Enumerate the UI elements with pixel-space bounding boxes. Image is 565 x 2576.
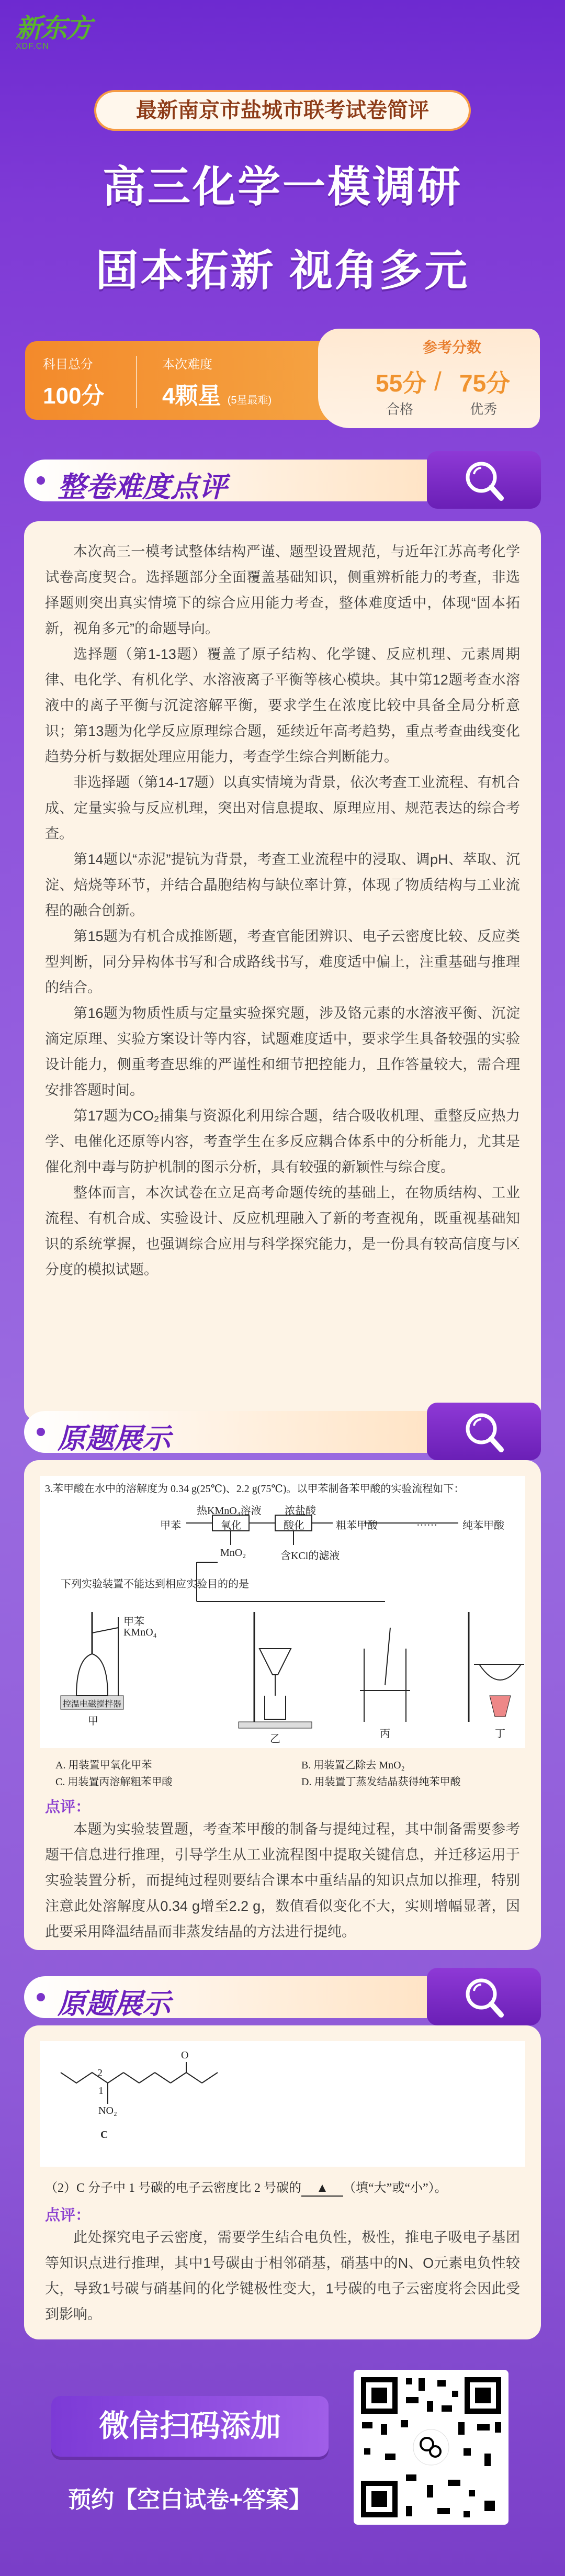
ref-title: 参考分数: [423, 339, 482, 355]
note-label: 点评：: [45, 2207, 91, 2224]
structure-label: 1: [98, 2085, 104, 2097]
section-difficulty-header: [24, 451, 541, 509]
review-paragraph: 整体而言，本次试卷在立足高考命题传统的基础上，在物质结构、工业流程、有机合成、实验设计、反应机理融入了新的考查视角，既重视基础知识的系统掌握，也强调综合应用与科学探究能力，是一份具有较高信度与区分度的模拟试题。: [45, 1185, 520, 1278]
section-difficulty-title: 整卷难度点评: [58, 472, 227, 503]
flow-step: ……: [416, 1517, 437, 1528]
review-paragraph: 第16题为物质性质与定量实验探究题，涉及铬元素的水溶液平衡、沉淀滴定原理、实验方案设计等内容，试题难度适中，要求学生具备较强的实验设计能力，侧重考查思维的严谨性和细节把控能力，且作答量较大，需合理安排答题时间。: [45, 1005, 520, 1098]
question-prefix: （2）C 分子中 1 号碳的电子云密度比 2 号碳的: [45, 2181, 302, 2195]
sub-question: 下列实验装置不能达到相应实验目的的是: [61, 1578, 249, 1590]
question2-note: [45, 2203, 520, 2327]
apparatus-label: 丙: [380, 1728, 390, 1740]
review-paragraph: 选择题（第1-13题）覆盖了原子结构、化学键、反应机理、元素周期律、电化学、有机化学、水溶液离子平衡等核心模块。其中第12题考查水溶液中的离子平衡与沉淀溶解平衡，要求学生在浓度比较中具备全局分析意识；第13题为化学反应原理综合题，延续近年高考趋势，重点考查曲线变化趋势分析与数据处理应用能力，考查学生综合判断能力。: [45, 646, 520, 765]
stats-divider: [136, 356, 137, 408]
score-divider: /: [434, 367, 442, 396]
note-label: 点评：: [45, 1799, 91, 1816]
difficulty-value: [162, 377, 272, 410]
note-text: 此处探究电子云密度，需要学生结合电负性，极性，推电子吸电子基团等知识点进行推理，其中1号碳由于相邻硝基，硝基中的N、O元素电负性较大，导致1号碳与硝基间的化学键极性变大，1号碳的电子云密度将会因此受到影响。: [45, 2230, 520, 2322]
difficulty-review-card: [24, 521, 541, 1421]
difficulty-note: (5星最难): [227, 395, 272, 406]
section-question2-title: 原题展示: [58, 1988, 171, 2020]
question1-image: [40, 1476, 525, 1748]
brand-name: 新东方: [16, 14, 91, 43]
brand-logo: [16, 7, 91, 51]
score-stats: [25, 329, 540, 428]
excellent-score: 75分: [459, 369, 511, 397]
option-b: B. 用装置乙除去 MnO₂: [301, 1760, 405, 1771]
question2-card: [24, 2025, 541, 2339]
exam-pill: 最新南京市盐城市联考试卷简评: [94, 90, 471, 131]
note-text: 本题为实验装置题，考查苯甲酸的制备与提纯过程，其中制备需要参考题干信息进行推理，引导学生从工业流程图中提取关键信息，并迁移运用于实验装置分析，而提纯过程则要结合课本中重结晶的知识点加以推理，特别注意此处溶解度从0.34 g增至2.2 g，数值看似变化不大，实则增幅显著，因此要采用降温结晶而非蒸发结晶的方法进行提纯。: [45, 1821, 520, 1940]
section-badge: [427, 1403, 541, 1460]
search-icon: [427, 1968, 541, 2025]
compound-label: C: [100, 2129, 108, 2141]
apparatus-label: KMnO₄: [123, 1627, 157, 1638]
brand-sub: XDF.CN: [16, 42, 49, 51]
section-question1-title: 原题展示: [58, 1423, 171, 1454]
qr-code[interactable]: [354, 2370, 508, 2525]
section-question1-header: [24, 1403, 541, 1460]
flow-step: 氧化: [221, 1520, 242, 1531]
option-c: C. 用装置丙溶解粗苯甲酸: [55, 1776, 173, 1788]
total-label: 科目总分: [43, 357, 93, 372]
flow-note: 浓盐酸: [285, 1505, 316, 1517]
reserve-text: 预约【空白试卷+答案】: [68, 2487, 312, 2513]
page-title: 高三化学一模调研: [102, 163, 462, 211]
flow-note: 热KMnO₄溶液: [197, 1505, 262, 1517]
bullet-dot: [37, 1993, 45, 2001]
review-paragraph: 本次高三一模考试整体结构严谨、题型设置规范，与近年江苏高考化学试卷高度契合。选择题部分全面覆盖基础知识，侧重辨析能力的考查，非选择题则突出真实情境下的综合应用能力考查，整体难度适中，体现“固本拓新，视角多元”的命题导向。: [45, 544, 520, 636]
question-tail: （填“大”或“小”）。: [343, 2181, 447, 2195]
apparatus-label: 甲苯: [123, 1616, 144, 1628]
apparatus-label: 甲: [88, 1716, 98, 1727]
flow-step: 纯苯甲酸: [462, 1520, 504, 1531]
search-icon: [427, 451, 541, 509]
answer-blank: ▲: [301, 2181, 343, 2197]
question1-card: [24, 1460, 541, 1950]
pass-label: 合格: [386, 401, 414, 417]
apparatus-label: 丁: [495, 1728, 505, 1740]
flow-note: 含KCl的滤液: [280, 1550, 340, 1562]
question1-note: [45, 1795, 520, 1945]
question-stem: 3.苯甲酸在水中的溶解度为 0.34 g(25℃)、2.2 g(75℃)。以甲苯制备苯甲酸的实验流程如下：: [45, 1483, 465, 1495]
difficulty-stars: 4颗星: [162, 383, 221, 409]
option-d: D. 用装置丁蒸发结晶获得纯苯甲酸: [301, 1776, 461, 1788]
review-paragraph: 第17题为CO₂捕集与资源化利用综合题，结合吸收机理、重整反应热力学、电催化还原等内容，考查学生在多反应耦合体系中的分析能力，尤其是催化剂中毒与防护机制的图示分析，具有较强的新颖性与综合度。: [45, 1108, 520, 1175]
bullet-dot: [37, 1428, 45, 1436]
review-paragraph: 第15题为有机合成推断题，考查官能团辨识、电子云密度比较、反应类型判断，同分异构体书写和合成路线书写，难度适中偏上，注重基础与推理的结合。: [45, 928, 520, 995]
flow-step: 粗苯甲酸: [336, 1520, 378, 1531]
total-value: 100分: [43, 383, 105, 409]
wechat-add-button[interactable]: 微信扫码添加: [51, 2396, 329, 2457]
apparatus-label: 控温电磁搅拌器: [63, 1700, 122, 1709]
structure-label: NO₂: [98, 2105, 117, 2116]
qr-code-icon: [354, 2370, 508, 2525]
page-subtitle: 固本拓新 视角多元: [95, 247, 470, 295]
pass-score: 55分: [376, 369, 427, 397]
structure-label: 2: [97, 2067, 103, 2079]
section-badge: [427, 1968, 541, 2025]
section-question2-header: [24, 1968, 541, 2025]
difficulty-label: 本次难度: [162, 357, 212, 372]
apparatus-label: 乙: [270, 1733, 280, 1745]
flow-step: 甲苯: [160, 1520, 181, 1531]
flow-step: 酸化: [284, 1520, 304, 1531]
excellent-label: 优秀: [470, 401, 498, 417]
review-paragraph: 非选择题（第14-17题）以真实情境为背景，依次考查工业流程、有机合成、定量实验与反应机理，突出对信息提取、原理应用、规范表达的综合考查。: [45, 775, 520, 842]
structure-diagram: [40, 2041, 525, 2167]
option-a: A. 用装置甲氧化甲苯: [55, 1760, 152, 1771]
section-badge: [427, 451, 541, 509]
flow-note: MnO₂: [220, 1547, 246, 1559]
stats-left-panel: [25, 341, 339, 420]
review-paragraph: 第14题以“赤泥”提钪为背景，考查工业流程中的浸取、调pH、萃取、沉淀、焙烧等环节，并结合晶胞结构与缺位率计算，体现了物质结构与工业流程的融合创新。: [45, 852, 520, 919]
stats-right-panel: [318, 329, 540, 428]
structure-label: O: [181, 2049, 189, 2061]
question2-text: [45, 2177, 447, 2197]
question2-image: [40, 2041, 525, 2167]
search-icon: [427, 1403, 541, 1460]
bullet-dot: [37, 476, 45, 485]
